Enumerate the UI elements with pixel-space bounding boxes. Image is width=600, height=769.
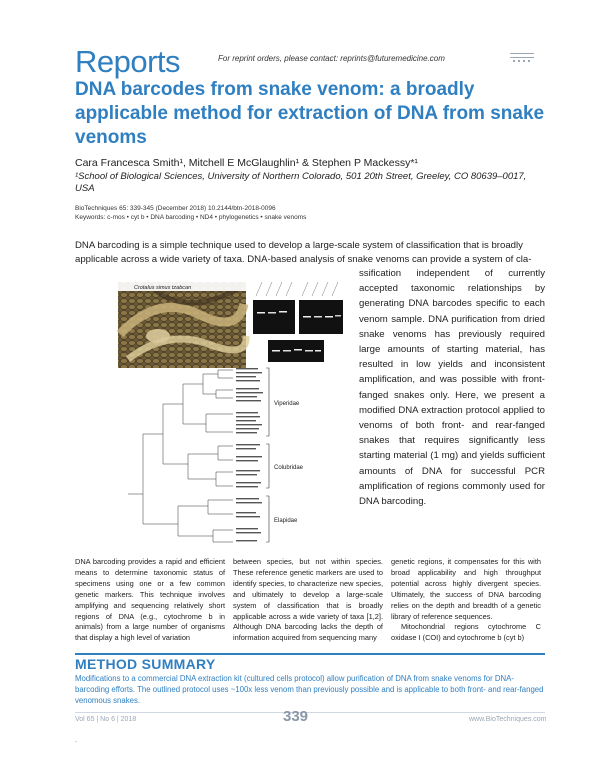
body-column-1: DNA barcoding provides a rapid and efficient means to determine taxonomic status of specimens using one or a few common genetic markers. This technique involves amplifying and sequencing relatively short regions of DNA (e.g., cytochrome b in animals) from a large number of organisms that display a high level of variation [75,557,225,643]
author-list: Cara Francesca Smith¹, Mitchell E McGlaughlin¹ & Stephen P Mackessy*¹ [75,157,418,169]
body-column-3-para-2: Mitochondrial regions cytochrome C oxidase I (COI) and cytochrome b (cyt b) [391,622,541,643]
gel-image-bottom [268,340,324,362]
graphical-abstract-figure [88,274,350,544]
phylogenetic-tree [128,370,233,542]
tree-tip-labels [236,368,263,541]
keywords-line: Keywords: c-mos • cyt b • DNA barcoding • ND4 • phylogenetics • snake venoms [75,214,307,221]
method-summary-title: METHOD SUMMARY [75,656,216,672]
clade-brackets [266,368,269,542]
section-label: Reports [75,44,181,79]
footer-website: www.BioTechniques.com [469,716,547,723]
footer-rule [75,712,545,713]
article-title: DNA barcodes from snake venom: a broadly applicable method for extraction of DNA from snake venoms [75,79,545,148]
clade-label-viperidae: Viperidae [274,401,300,407]
body-column-3-para-1: genetic regions, it compensates for this with broad applicability and high throughput potential across highly divergent species. Ultimately, the success of DNA barcoding relies on the depth and breadth of a genetic library of reference sequences. [391,557,541,621]
method-summary-rule [75,653,545,655]
gel-image-top [253,282,343,334]
photo-label: Crotalus simus tzabcan [134,285,192,291]
footer-dash: - [75,739,78,746]
body-column-2: between species, but not within species. These reference genetic markers are used to identify species, to characterize new species, and ultimately to develop a large-scale system of classification that is broadly applicable across a wide variety of taxa [1,2]. Although DNA barcoding lacks the depth of information acquired from sequencing many [233,557,383,643]
body-column-3 [391,557,541,644]
clade-label-colubridae: Colubridae [274,465,304,471]
footer-volume: Vol 65 | No 6 | 2018 [75,716,137,723]
affiliation: ¹School of Biological Sciences, University of Northern Colorado, 501 20th Street, Greeley, CO 80639–0017, USA [75,171,527,194]
page-number: 339 [283,708,309,725]
snake-photo [118,282,246,368]
journal-logo-icon [510,51,534,65]
method-summary-text: Modifications to a commercial DNA extraction kit (cultured cells protocol) allow purification of DNA from snake venoms for DNA-barcoding efforts. The outlined protocol uses ~100x less venom than previously possible and is applicable to both front- and rear-fanged venomous snakes. [75,674,544,705]
reprint-notice: For reprint orders, please contact: reprints@futuremedicine.com [218,54,445,63]
clade-label-elapidae: Elapidae [274,518,298,524]
abstract-intro: DNA barcoding is a simple technique used to develop a large-scale system of classification that is broadly applicable across a wide variety of taxa. DNA-based analysis of snake venoms can provide a system of cla- [75,240,532,265]
citation-line: BioTechniques 65: 339-345 (December 2018) 10.2144/btn-2018-0096 [75,205,276,212]
abstract-continued: ssification independent of currently accepted taxonomic relationships by generating DNA barcodes specific to each venom sample. DNA purification from dried snake venoms has previously required large amounts of starting material, has resulted in low yields and inconsistent amplification, and was possible with front-fanged snakes only. Here, we present a modified DNA extraction protocol applied to venoms of both front- and rear-fanged snakes that requires significantly less starting material (1 mg) and yields sufficient amounts of DNA for successful PCR amplification of regions commonly used for DNA barcoding. [359,268,545,508]
